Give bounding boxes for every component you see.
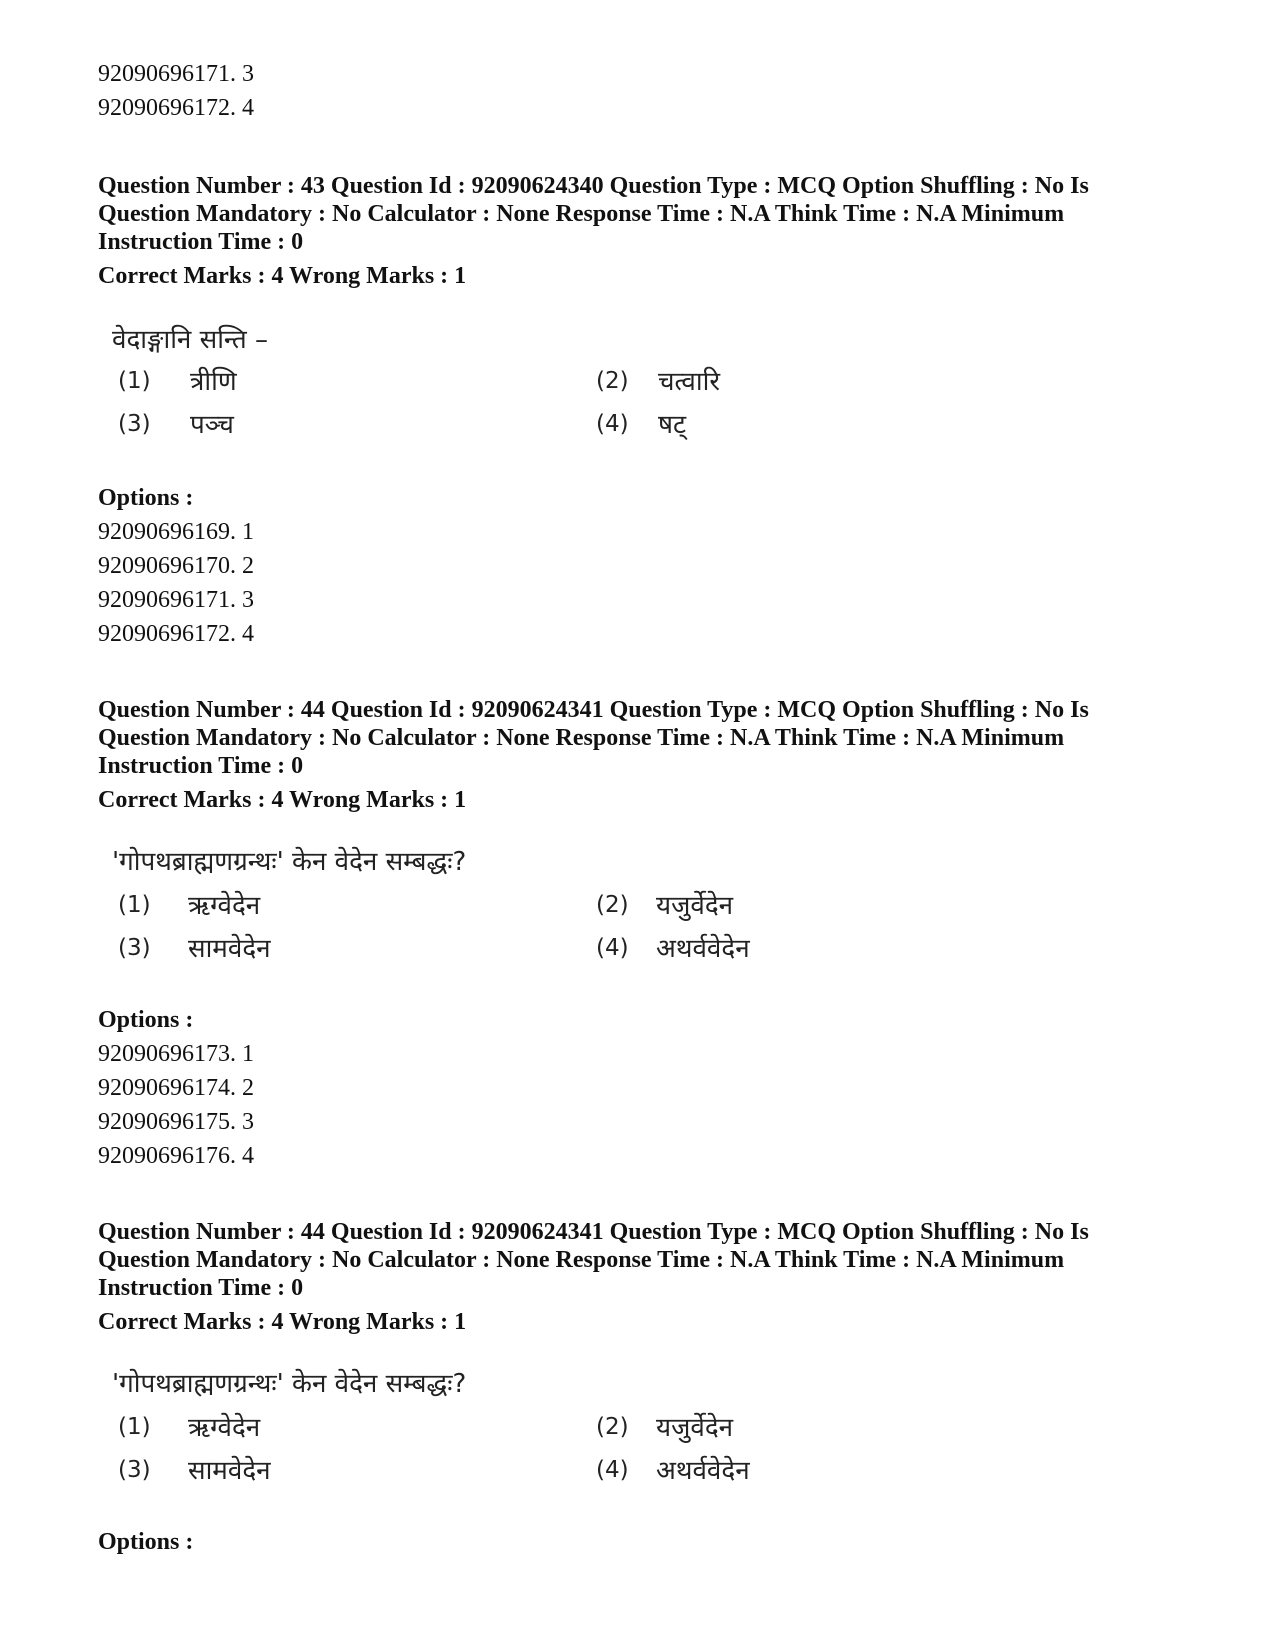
options-heading: Options : xyxy=(98,485,194,511)
choice-number: (3) xyxy=(118,411,151,437)
marks-line: Correct Marks : 4 Wrong Marks : 1 xyxy=(98,787,467,813)
option-line: 92090696173. 1 xyxy=(98,1041,254,1067)
choice-text: त्रीणि xyxy=(190,367,237,397)
option-line: 92090696169. 1 xyxy=(98,519,254,545)
choice-number: (1) xyxy=(118,368,151,394)
choice-number: (1) xyxy=(118,892,151,918)
choice-number: (4) xyxy=(596,1457,629,1483)
choice-number: (3) xyxy=(118,935,151,961)
marks-line: Correct Marks : 4 Wrong Marks : 1 xyxy=(98,1309,467,1335)
choice-text: पञ्च xyxy=(190,410,234,440)
choice-text: ऋग्वेदेन xyxy=(188,891,261,921)
choice-text: सामवेदेन xyxy=(188,1456,271,1486)
choice-text: षट् xyxy=(658,410,687,440)
option-line: 92090696175. 3 xyxy=(98,1109,254,1135)
option-line: 92090696176. 4 xyxy=(98,1143,254,1169)
options-heading: Options : xyxy=(98,1007,194,1033)
marks-line: Correct Marks : 4 Wrong Marks : 1 xyxy=(98,263,467,289)
option-line: 92090696172. 4 xyxy=(98,621,254,647)
choice-text: सामवेदेन xyxy=(188,934,271,964)
choice-number: (1) xyxy=(118,1414,151,1440)
choice-text: अथर्ववेदेन xyxy=(656,934,750,964)
question-meta: Question Number : 44 Question Id : 92090624341 Question Type : MCQ Option Shuffling : No Is Question Mandatory : No Calculator : None Response Time : N.A Think Time : N.A Minimum Instruction Time : 0 xyxy=(98,697,1089,779)
option-line: 92090696171. 3 xyxy=(98,61,254,87)
choice-number: (4) xyxy=(596,411,629,437)
choice-number: (2) xyxy=(596,1414,629,1440)
choice-text: ऋग्वेदेन xyxy=(188,1413,261,1443)
option-line: 92090696170. 2 xyxy=(98,553,254,579)
choice-number: (2) xyxy=(596,892,629,918)
option-line: 92090696174. 2 xyxy=(98,1075,254,1101)
question-meta: Question Number : 44 Question Id : 92090624341 Question Type : MCQ Option Shuffling : No Is Question Mandatory : No Calculator : None Response Time : N.A Think Time : N.A Minimum Instruction Time : 0 xyxy=(98,1219,1089,1301)
question-text: वेदाङ्गानि सन्ति – xyxy=(112,325,269,355)
choice-number: (3) xyxy=(118,1457,151,1483)
choice-number: (4) xyxy=(596,935,629,961)
choice-text: अथर्ववेदेन xyxy=(656,1456,750,1486)
option-line: 92090696171. 3 xyxy=(98,587,254,613)
question-text: 'गोपथब्राह्मणग्रन्थः' केन वेदेन सम्बद्धः? xyxy=(112,847,467,877)
option-line: 92090696172. 4 xyxy=(98,95,254,121)
options-heading: Options : xyxy=(98,1529,194,1555)
choice-text: यजुर्वेदेन xyxy=(656,1413,734,1443)
choice-text: यजुर्वेदेन xyxy=(656,891,734,921)
question-meta: Question Number : 43 Question Id : 92090624340 Question Type : MCQ Option Shuffling : No Is Question Mandatory : No Calculator : None Response Time : N.A Think Time : N.A Minimum Instruction Time : 0 xyxy=(98,173,1089,255)
choice-text: चत्वारि xyxy=(658,367,720,397)
choice-number: (2) xyxy=(596,368,629,394)
question-text: 'गोपथब्राह्मणग्रन्थः' केन वेदेन सम्बद्धः? xyxy=(112,1369,467,1399)
